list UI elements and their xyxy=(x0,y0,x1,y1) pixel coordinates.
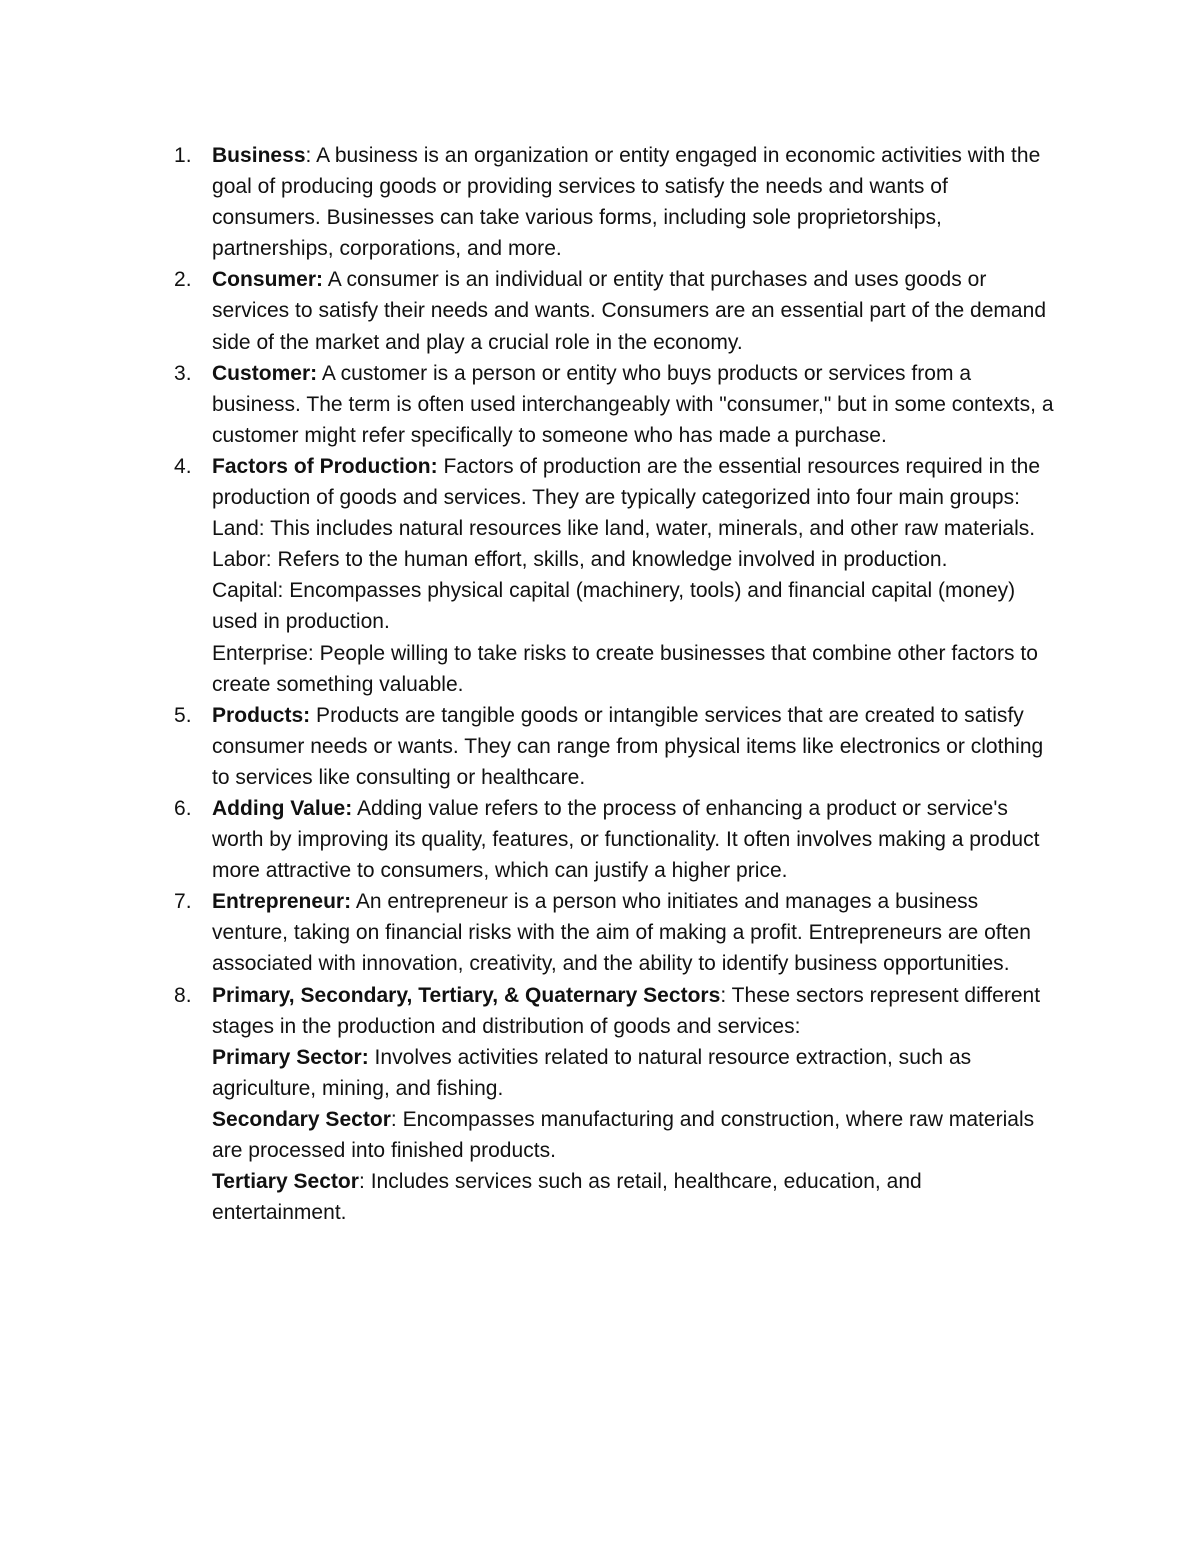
definition-text: A customer is a person or entity who buys products or services from a business. The term is often used interchangeably with "consumer," but in some contexts, a customer might refer specifically to someone who has made a purchase. xyxy=(212,361,1054,447)
term-customer: Customer: xyxy=(212,361,318,385)
list-number: 2. xyxy=(174,268,192,292)
term-business: Business xyxy=(212,144,306,167)
definition-text: Factors of production are the essential resources required in the production of goods and services. They are typically categorized into four main groups: xyxy=(212,454,1041,510)
term-separator: : xyxy=(305,144,312,167)
term-entrepreneur: Entrepreneur: xyxy=(212,890,352,914)
list-item-entrepreneur xyxy=(174,886,1060,979)
term-products: Products: xyxy=(212,703,311,727)
list-number: 7. xyxy=(174,890,192,914)
list-number: 3. xyxy=(174,361,192,385)
definition-text: Adding value refers to the process of enhancing a product or service's worth by improving its quality, features, or functionality. It often involves making a product more attractive to consumers, which can justify a higher price. xyxy=(212,796,1040,883)
term-separator: : xyxy=(358,1170,365,1194)
term-adding-value: Adding Value: xyxy=(212,796,353,820)
definition-text: A business is an organization or entity engaged in economic activities with the goal of producing goods or providing services to satisfy the needs and wants of consumers. Businesses can take various forms, including sole proprietorships, partnerships, corporations, and more. xyxy=(212,144,1041,261)
list-item-sectors xyxy=(174,980,1060,1229)
definition-text: Involves activities related to natural resource extraction, such as agriculture, mining, and fishing. xyxy=(212,1045,972,1100)
definition-text: An entrepreneur is a person who initiates and manages a business venture, taking on financial risks with the aim of making a profit. Entrepreneurs are often associated with innovation, creativity, and the ability to identify business opportunities. xyxy=(212,890,1031,976)
sub-item-labor: Labor: Refers to the human effort, skills, and knowledge involved in production. xyxy=(212,548,948,572)
sub-item-primary-sector xyxy=(212,1042,1060,1104)
term-separator: : xyxy=(390,1107,397,1131)
definition-text: Encompasses manufacturing and construction, where raw materials are processed into finished products. xyxy=(212,1107,1035,1162)
sub-item-land: Land: This includes natural resources like land, water, minerals, and other raw materials. xyxy=(212,517,1036,541)
list-number: 8. xyxy=(174,983,192,1007)
sub-item-tertiary-sector xyxy=(212,1166,1060,1228)
list-item-customer xyxy=(174,358,1060,451)
list-number: 6. xyxy=(174,796,192,820)
list-item-factors-of-production xyxy=(174,451,1060,700)
term-primary-sector: Primary Sector: xyxy=(212,1045,369,1069)
term-secondary-sector: Secondary Sector xyxy=(212,1107,391,1131)
list-number: 4. xyxy=(174,454,192,478)
sub-item-enterprise: Enterprise: People willing to take risks to create businesses that combine other factors to create something valuable. xyxy=(212,641,1038,696)
list-item-consumer xyxy=(174,264,1060,357)
definition-text: These sectors represent different stages in the production and distribution of goods and services: xyxy=(212,983,1041,1038)
term-tertiary-sector: Tertiary Sector xyxy=(212,1170,359,1194)
definition-text: Products are tangible goods or intangible services that are created to satisfy consumer needs or wants. They can range from physical items like electronics or clothing to services like consulting or healthcare. xyxy=(212,703,1044,789)
sub-item-secondary-sector xyxy=(212,1104,1060,1166)
term-sectors: Primary, Secondary, Tertiary, & Quaternary Sectors xyxy=(212,983,721,1007)
definition-text: Includes services such as retail, healthcare, education, and entertainment. xyxy=(212,1170,922,1225)
term-separator: : xyxy=(720,983,727,1007)
definition-text: A consumer is an individual or entity that purchases and uses goods or services to satisfy their needs and wants. Consumers are an essential part of the demand side of the market and play a crucial role in the economy. xyxy=(212,268,1047,354)
term-factors-of-production: Factors of Production: xyxy=(212,454,438,478)
term-consumer: Consumer: xyxy=(212,268,324,292)
list-item-products xyxy=(174,700,1060,793)
list-item-adding-value xyxy=(174,793,1060,886)
list-number: 5. xyxy=(174,703,192,727)
sub-item-capital: Capital: Encompasses physical capital (machinery, tools) and financial capital (money) used in production. xyxy=(212,579,1016,634)
definition-list xyxy=(174,140,1060,1228)
list-item-business xyxy=(174,140,1060,264)
list-number: 1. xyxy=(174,144,192,167)
